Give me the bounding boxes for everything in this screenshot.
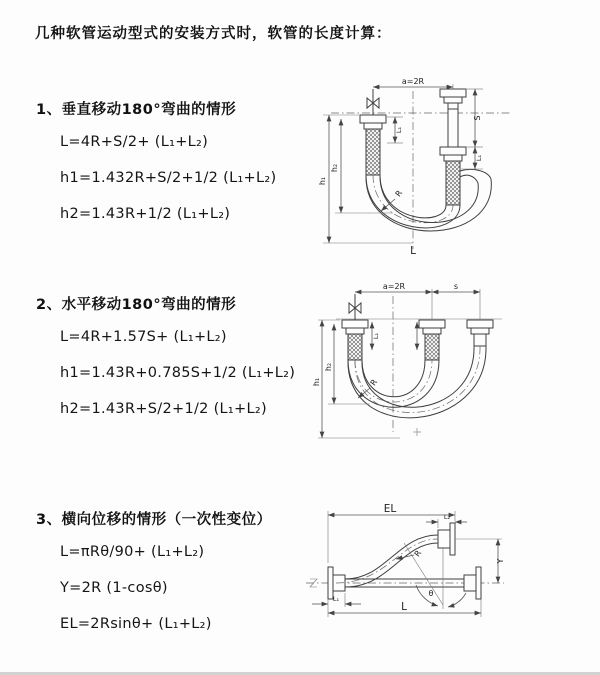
valve-icon [349, 294, 361, 320]
moved-flange-assembly [467, 320, 493, 346]
left-flange-assembly [342, 320, 368, 360]
centerline-cross [413, 428, 421, 436]
formula-line: L=πRθ/90+ (L₁+L₂) [60, 544, 205, 560]
diagram-lateral-displacement [298, 497, 600, 652]
dim-label-l2: L₂ [443, 513, 451, 521]
formula-line: h1=1.432R+S/2+1/2 (L₁+L₂) [60, 170, 277, 186]
formula-line: h2=1.43R+1/2 (L₁+L₂) [60, 206, 231, 222]
formula-line: h1=1.43R+0.785S+1/2 (L₁+L₂) [60, 365, 296, 381]
angle-label: θ [428, 589, 434, 598]
diagram-horizontal-180-bend [310, 282, 590, 462]
valve-icon [367, 89, 379, 115]
radius-label: R [412, 548, 424, 559]
dim-label-h1: h₁ [318, 176, 327, 186]
dim-label-a2r: a=2R [382, 282, 406, 291]
dim-label-h2: h₂ [324, 362, 333, 372]
formula-line: Y=2R (1-cosθ) [60, 580, 168, 596]
right-flange-assembly [440, 89, 466, 205]
section-horizontal-movement [36, 293, 321, 434]
dim-label-l1-left: L₁ [395, 126, 403, 134]
dim-label-h1: h₁ [312, 377, 321, 387]
left-flange-assembly [360, 115, 386, 175]
hose-loop [366, 169, 491, 231]
radius-leader [396, 555, 414, 559]
dim-label-s: S [473, 115, 482, 121]
section-vertical-movement [36, 98, 321, 239]
dim-label-el: EL [383, 503, 397, 515]
dim-label-a2r: a=2R [401, 77, 425, 86]
dim-label-s: s [453, 282, 459, 291]
diagram-horizontal-180-bend-drawing [310, 282, 590, 462]
dim-label-h2: h₂ [330, 163, 339, 173]
section-lateral-displacement [36, 508, 321, 649]
diagram-lateral-displacement-drawing [298, 497, 600, 652]
length-label: L [410, 245, 416, 257]
dim-label-y: Y [496, 558, 505, 564]
section-heading: 1、垂直移动180°弯曲的情形 [36, 102, 237, 118]
diagram-vertical-180-bend-drawing [313, 73, 590, 257]
section-heading: 2、水平移动180°弯曲的情形 [36, 297, 237, 313]
radius-label: R [368, 377, 380, 388]
right-flange-displaced [438, 523, 455, 555]
diagram-vertical-180-bend [313, 73, 590, 257]
page-title: 几种软管运动型式的安装方式时，软管的长度计算： [35, 26, 392, 42]
formula-line: L=4R+S/2+ (L₁+L₂) [60, 134, 209, 150]
radius-label: R [393, 188, 405, 199]
dim-label-l1: L₁ [372, 332, 380, 340]
section-heading: 3、横向位移的情形（一次性变位） [36, 512, 272, 528]
formula-line: EL=2Rsinθ+ (L₁+L₂) [60, 616, 212, 632]
right-flange-original [464, 567, 481, 599]
dim-label-l1: L₁ [332, 595, 340, 603]
middle-flange-assembly [419, 320, 445, 360]
dim-label-l: L [401, 601, 407, 613]
formula-line: L=4R+1.57S+ (L₁+L₂) [60, 329, 227, 345]
formula-line: h2=1.43R+S/2+1/2 (L₁+L₂) [60, 401, 267, 417]
dim-label-l1-right: L₁ [475, 154, 483, 162]
